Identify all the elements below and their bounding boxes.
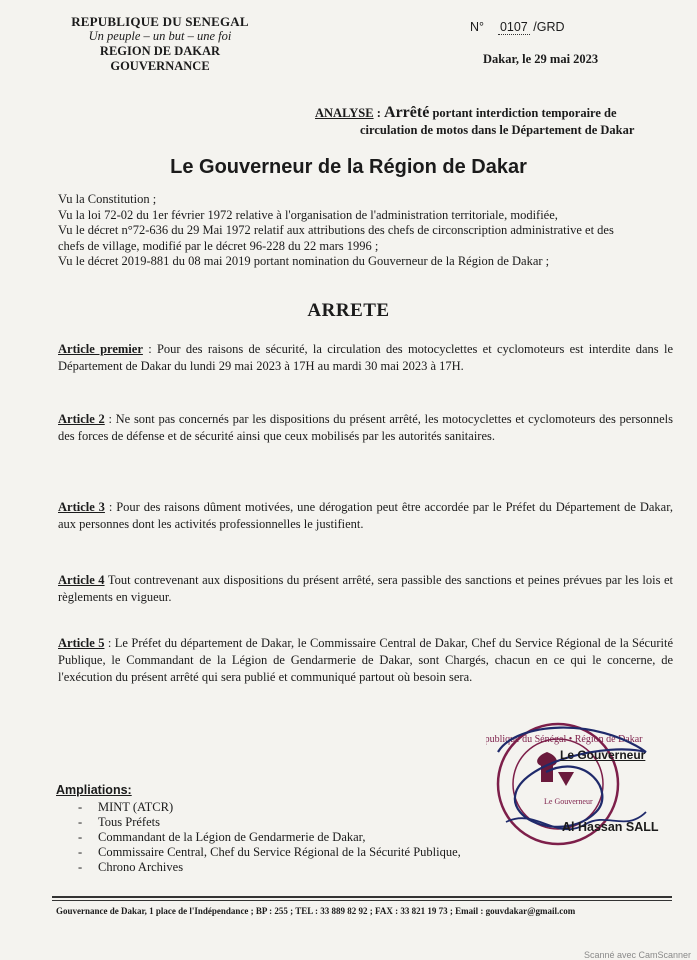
national-motto: Un peuple – un but – une foi	[88, 29, 232, 43]
analyse-text-line2: circulation de motos dans le Département de Dakar	[360, 123, 635, 137]
visa-line: Vu le décret n°72-636 du 29 Mai 1972 relatif aux attributions des chefs de circonscription administrative et des	[58, 223, 614, 237]
ampliations-list	[78, 800, 461, 875]
article-1: Article premier : Pour des raisons de sécurité, la circulation des motocyclettes et cyclomoteurs est interdite dans le Département de Dakar du lundi 29 mai 2023 à 17H au mardi 30 mai 2023 à 17H.	[58, 342, 673, 373]
country-name: REPUBLIQUE DU SENEGAL	[71, 14, 249, 29]
decision-title: ARRETE	[307, 300, 390, 321]
signatory-title: Le Gouverneur	[560, 748, 646, 762]
visa-line: Vu la loi 72-02 du 1er février 1972 relative à l'organisation de l'administration territoriale, modifiée,	[58, 207, 558, 222]
number-suffix: /GRD	[533, 20, 565, 34]
visa-line: Vu la Constitution ;	[58, 192, 157, 206]
footer-divider-thin	[52, 900, 672, 901]
article-label: Article premier	[58, 342, 143, 356]
article-text: Le Préfet du département de Dakar, le Commissaire Central de Dakar, Chef du Service Régional de la Sécurité Publique, le Commandant de la Légion de Gendarmerie de Dakar, sont Chargés, chacun en ce qui le concerne, de l'exécution du présent arrêté qui sera publié et communiqué partout où besoin sera.	[58, 636, 674, 684]
number-value: 0107	[499, 20, 528, 34]
analyse-type: Arrêté	[384, 104, 430, 121]
article-text: Pour des raisons dûment motivées, une dérogation peut être accordée par le Préfet du Département de Dakar, aux personnes dont les activités professionnelles le justifient.	[58, 500, 674, 531]
visa-line: Vu le décret 2019-881 du 08 mai 2019 portant nomination du Gouverneur de la Région de Dakar ;	[58, 254, 550, 268]
footer-divider	[52, 896, 672, 898]
stamp-text: République du Sénégal • Région de Dakar	[486, 734, 643, 745]
article-text: Pour des raisons de sécurité, la circulation des motocyclettes et cyclomoteurs est interdite dans le Département de Dakar du lundi 29 mai 2023 à 17H au mardi 30 mai 2023 à 17H.	[58, 342, 673, 373]
list-item: - Chrono Archives	[78, 860, 184, 874]
ampliations-title: Ampliations:	[56, 783, 132, 797]
analyse-label: ANALYSE	[315, 106, 374, 120]
stamp-inner-text: Le Gouverneur	[544, 797, 593, 806]
article-5: Article 5 : Le Préfet du département de Dakar, le Commissaire Central de Dakar, Chef du Service Régional de la Sécurité Publique, le Commandant de la Légion de Gendarmerie de Dakar, sont Chargés, chacun en ce qui le concerne, de l'exécution du présent arrêté qui sera publié et communiqué partout où besoin sera.	[58, 636, 674, 684]
article-text: Ne sont pas concernés par les dispositions du présent arrêté, les motocyclettes et cyclomoteurs des personnels des forces de défense et de sécurité ainsi que ceux mobilisés par les autorités sanitaires.	[58, 412, 673, 443]
analyse-text-line1: portant interdiction temporaire de	[432, 106, 617, 120]
document-date: Dakar, le 29 mai 2023	[483, 52, 599, 66]
article-4	[58, 572, 673, 606]
analyse-block: ANALYSE : Arrêté portant interdiction temporaire de circulation de motos dans le Département de Dakar	[315, 104, 685, 139]
list-item: - Commissaire Central, Chef du Service Régional de la Sécurité Publique,	[78, 845, 461, 859]
page-title: Le Gouverneur de la Région de Dakar	[170, 156, 527, 178]
visas-list	[58, 192, 678, 270]
article-label: Article 5	[58, 636, 105, 650]
signatory-name: Al Hassan SALL	[562, 820, 659, 834]
article-label: Article 4	[58, 573, 105, 587]
reference-number	[470, 20, 690, 34]
number-prefix: N°	[470, 20, 485, 34]
article-2: Article 2 : Ne sont pas concernés par les dispositions du présent arrêté, les motocyclettes et cyclomoteurs des personnels des forces de défense et de sécurité ainsi que ceux mobilisés par les autorités sanitaires.	[58, 412, 673, 443]
list-item: - Commandant de la Légion de Gendarmerie de Dakar,	[78, 830, 366, 844]
article-label: Article 3	[58, 500, 105, 514]
visa-line: chefs de village, modifié par le décret 96-228 du 22 mars 1996 ;	[58, 238, 379, 253]
article-3: Article 3 : Pour des raisons dûment motivées, une dérogation peut être accordée par le Préfet du Département de Dakar, aux personnes dont les activités professionnelles le justifient.	[58, 500, 674, 531]
article-label: Article 2	[58, 412, 105, 426]
region-name: REGION DE DAKAR	[99, 44, 221, 58]
signature-block	[486, 712, 676, 862]
header-left	[40, 14, 280, 74]
article-text: Tout contrevenant aux dispositions du présent arrêté, sera passible des sanctions et peines prévues par les lois et règlements en vigueur.	[58, 573, 673, 604]
list-item: - Tous Préfets	[78, 815, 160, 829]
office-name: GOUVERNANCE	[110, 59, 210, 73]
footer-address: Gouvernance de Dakar, 1 place de l'Indépendance ; BP : 255 ; TEL : 33 889 82 92 ; FAX : 33 821 19 73 ; Email : gouvdakar@gmail.com	[56, 906, 576, 916]
scanner-watermark: Scanné avec CamScanner	[583, 950, 691, 960]
official-stamp	[486, 712, 676, 862]
list-item: - MINT (ATCR)	[78, 800, 174, 814]
